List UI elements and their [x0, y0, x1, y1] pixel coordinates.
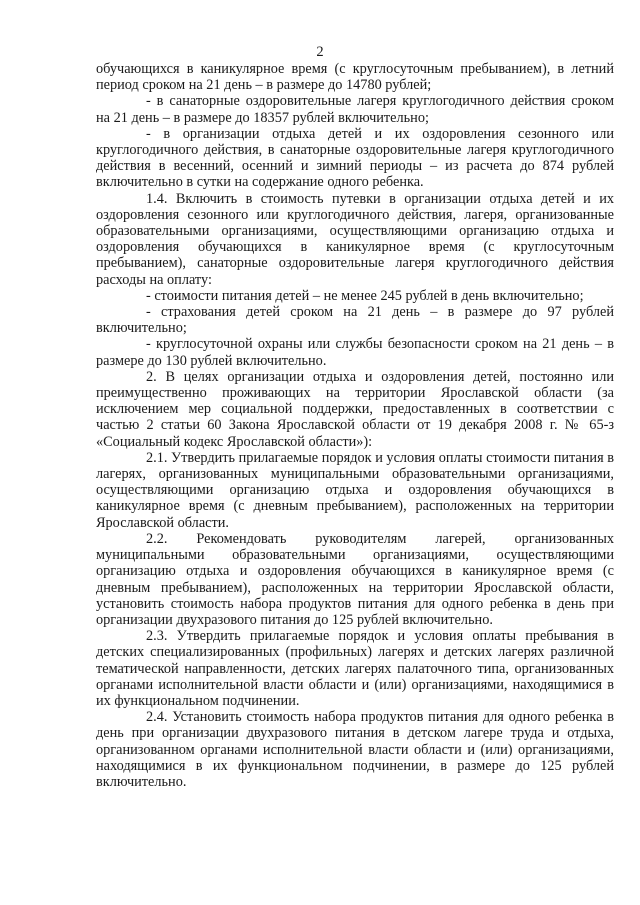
page-number: 2: [316, 44, 324, 60]
paragraph-1-4: 1.4. Включить в стоимость путевки в организации отдыха детей и их оздоровления сезонного или круглогодичного действия, лагеря, организованные образовательными организациями, осуществляющими организацию отдыха и оздоровления обучающихся в каникулярное время (с круглосуточным пребыванием), санаторные оздоровительные лагеря круглогодичного действия расходы на оплату:: [96, 190, 614, 288]
paragraph-2: 2. В целях организации отдыха и оздоровления детей, постоянно или преимущественно проживающих на территории Ярославской области (за исключением мер социальной поддержки, предоставленных в соответствии с частью 2 статьи 60 Закона Ярославской области от 19 декабря 2008 г. № 65-з «Социальный кодекс Ярославской области»):: [96, 368, 614, 450]
list-item-seasonal-organizations: - в организации отдыха детей и их оздоровления сезонного или круглогодичного действия, в санаторные оздоровительные лагеря круглогодичного действия в весенний, осенний и зимний периоды – из расчета до 874 рублей включительно в сутки на содержание одного ребенка.: [96, 125, 614, 191]
paragraph-continuation: обучающихся в каникулярное время (с круглосуточным пребыванием), в летний период сроком на 21 день – в размере до 14780 рублей;: [96, 61, 614, 94]
document-body: [96, 61, 614, 790]
paragraph-2-4: 2.4. Установить стоимость набора продуктов питания для одного ребенка в день при организации двухразового питания в детском лагере труда и отдыха, организованном органами исполнительной власти области и (или) организациями, находящимися в их функциональном подчинении, в размере до 125 рублей включительно.: [96, 709, 614, 790]
list-item-food-cost: - стоимости питания детей – не менее 245 рублей в день включительно;: [146, 287, 584, 304]
list-item-insurance: - страхования детей сроком на 21 день – в размере до 97 рублей включительно;: [96, 304, 614, 337]
list-item-sanatorium-camps: - в санаторные оздоровительные лагеря круглогодичного действия сроком на 21 день – в размере до 18357 рублей включительно;: [96, 93, 614, 126]
paragraph-2-3: 2.3. Утвердить прилагаемые порядок и условия оплаты пребывания в детских специализированных (профильных) лагерях и детских лагерях различной тематической направленности, детских лагерях палаточного типа, организованных органами исполнительной власти области и (или) организациями, находящимися в их функциональном подчинении.: [96, 628, 614, 709]
paragraph-2-2: 2.2. Рекомендовать руководителям лагерей, организованных муниципальными образовательными организациями, осуществляющими организацию отдыха и оздоровления обучающихся в каникулярное время (с дневным пребыванием), расположенных на территории Ярославской области, установить стоимость набора продуктов питания для одного ребенка в день при организации двухразового питания до 125 рублей включительно.: [96, 530, 614, 628]
paragraph-2-1: 2.1. Утвердить прилагаемые порядок и условия оплаты стоимости питания в лагерях, организованных муниципальными образовательными организациями, осуществляющими организацию отдыха и оздоровления обучающихся в каникулярное время (с дневным пребыванием), расположенных на территории Ярославской области.: [96, 449, 614, 531]
list-item-security: - круглосуточной охраны или службы безопасности сроком на 21 день – в размере до 130 рублей включительно.: [96, 336, 614, 369]
